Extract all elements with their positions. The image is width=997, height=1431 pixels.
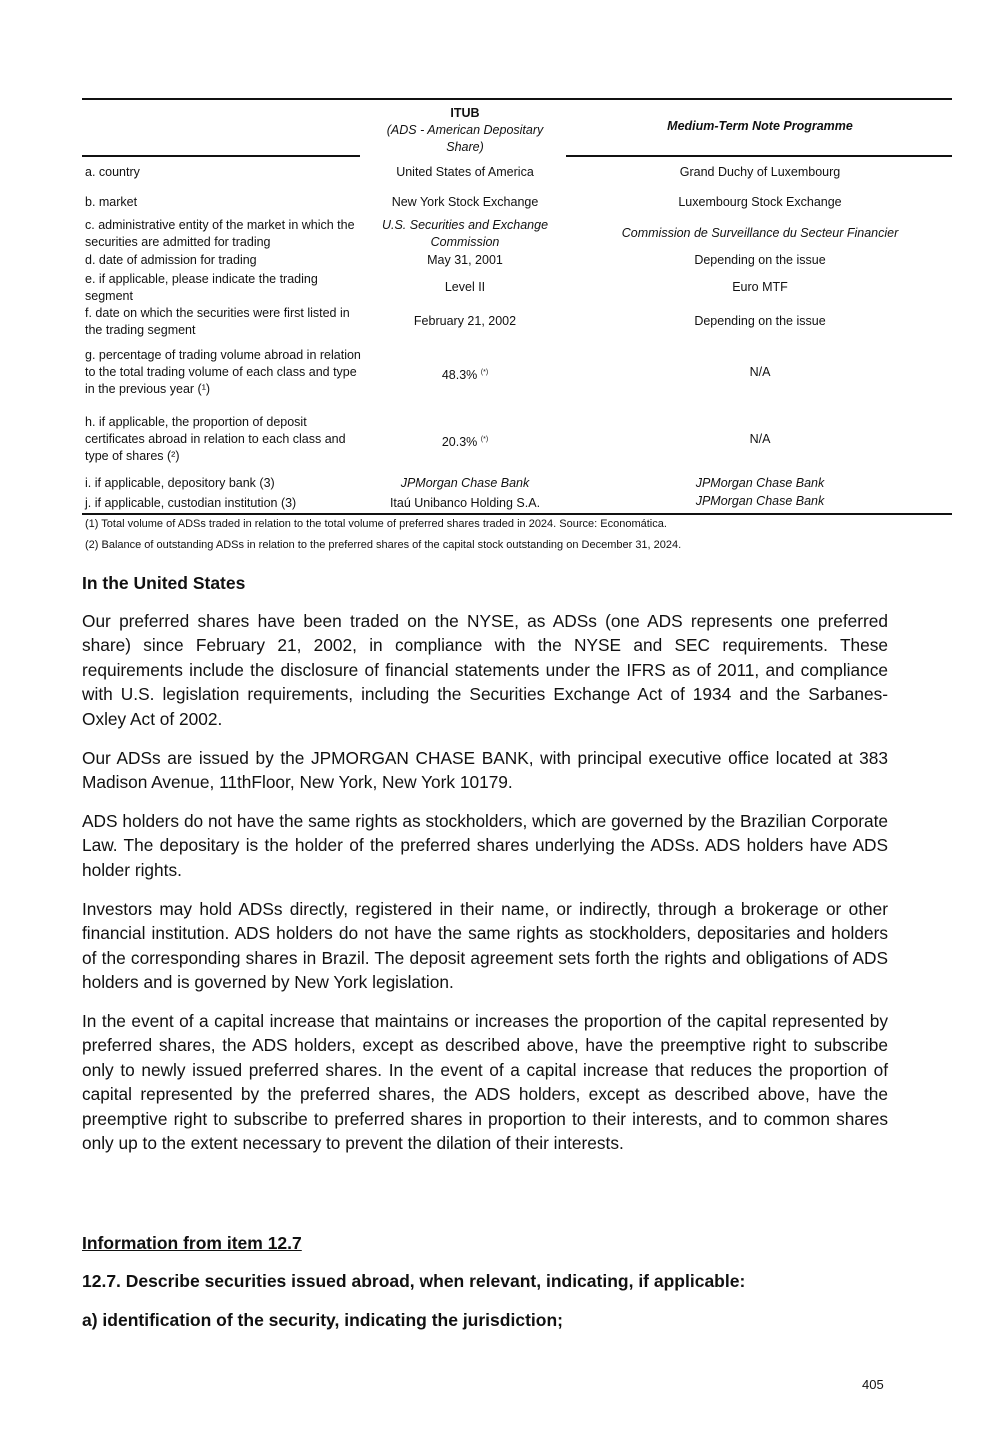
- item-a-title: a) identification of the security, indicating the jurisdiction;: [82, 1310, 563, 1330]
- row-mtn-value: N/A: [749, 432, 771, 446]
- row-label: b. market: [85, 195, 138, 209]
- itub-header-title: ITUB: [450, 106, 480, 120]
- table-top-rule: [82, 98, 952, 100]
- table-bottom-rule: [82, 513, 952, 515]
- row-mtn-value: N/A: [749, 365, 771, 379]
- row-mtn-value: JPMorgan Chase Bank: [695, 476, 825, 490]
- paragraph: Our preferred shares have been traded on the NYSE, as ADSs (one ADS represents one preferred share) since February 21, 2002, in compliance with the NYSE and SEC requirements. These requirements include the disclosure of financial statements under the IFRS as of 2011, and compliance with U.S. legislation requirements, including the Securities Exchange Act of 1934 and the Sarbanes-Oxley Act of 2002.: [82, 611, 888, 729]
- row-label: c. administrative entity of the market in which the securities are admitted for trading: [85, 218, 355, 249]
- footnote-marker: (*): [480, 369, 489, 376]
- row-itub-value: Level II: [444, 280, 486, 294]
- page-number: 405: [862, 1377, 884, 1392]
- row-mtn-value: Depending on the issue: [694, 253, 826, 267]
- row-itub-value: February 21, 2002: [413, 314, 517, 328]
- footnote-marker: (*): [480, 436, 489, 443]
- item-12-7-title: 12.7. Describe securities issued abroad, when relevant, indicating, if applicable:: [82, 1271, 746, 1291]
- paragraph: ADS holders do not have the same rights as stockholders, which are governed by the Brazilian Corporate Law. The depositary is the holder of the preferred shares underlying the ADSs. ADS holders have ADS holder rights.: [82, 811, 888, 880]
- row-mtn-value: Euro MTF: [732, 280, 788, 294]
- paragraph: Our ADSs are issued by the JPMORGAN CHASE BANK, with principal executive office located at 383 Madison Avenue, 11thFloor, New York, New York 10179.: [82, 748, 888, 793]
- row-label: e. if applicable, please indicate the trading segment: [85, 272, 318, 303]
- row-itub-value: [360, 364, 570, 384]
- row-itub-value: [360, 431, 570, 451]
- row-itub-value: JPMorgan Chase Bank: [400, 476, 530, 490]
- row-label: j. if applicable, custodian institution (3): [85, 496, 297, 510]
- row-mtn-value: Luxembourg Stock Exchange: [678, 195, 842, 209]
- row-itub-value: United States of America: [396, 165, 534, 179]
- row-label: i. if applicable, depository bank (3): [85, 476, 275, 490]
- row-label: g. percentage of trading volume abroad in relation to the total trading volume of each class and type in the previous year (¹): [85, 348, 361, 396]
- paragraph: Investors may hold ADSs directly, registered in their name, or indirectly, through a brokerage or other financial institution. ADS holders do not have the same rights as stockholders, depositaries and holders of the corresponding shares in Brazil. The deposit agreement sets forth the rights and obligations of ADS holders and is governed by New York legislation.: [82, 899, 888, 993]
- table-footnote: (1) Total volume of ADSs traded in relation to the total volume of preferred shares traded in 2024. Source: Economática.: [85, 518, 667, 530]
- row-itub-value: Itaú Unibanco Holding S.A.: [389, 496, 541, 510]
- row-label: d. date of admission for trading: [85, 253, 257, 267]
- itub-column-header: [360, 105, 570, 156]
- table-footnote: (2) Balance of outstanding ADSs in relation to the preferred shares of the capital stock outstanding on December 31, 2024.: [85, 539, 682, 551]
- row-mtn-value: Grand Duchy of Luxembourg: [679, 165, 841, 179]
- header-rule-right: [566, 155, 952, 157]
- row-label: f. date on which the securities were first listed in the trading segment: [85, 306, 350, 337]
- row-itub-value: May 31, 2001: [427, 253, 503, 267]
- row-itub-number: 48.3%: [441, 368, 478, 382]
- row-itub-value: U.S. Securities and Exchange Commission: [381, 218, 549, 249]
- mtn-column-header: Medium-Term Note Programme: [667, 119, 853, 133]
- row-label: a. country: [85, 165, 140, 179]
- row-mtn-value: Commission de Surveillance du Secteur Financier: [621, 226, 899, 240]
- section-heading-item-12-7: Information from item 12.7: [82, 1233, 302, 1253]
- section-heading-us: In the United States: [82, 573, 246, 593]
- header-rule-left: [82, 155, 360, 157]
- row-mtn-value: Depending on the issue: [694, 314, 826, 328]
- row-itub-number: 20.3%: [441, 435, 478, 449]
- row-itub-value: New York Stock Exchange: [391, 195, 539, 209]
- paragraph: In the event of a capital increase that maintains or increases the proportion of the capital represented by preferred shares, the ADS holders, except as described above, have the preemptive right to subscribe only to newly issued preferred shares. In the event of a capital increase that reduces the proportion of capital represented by the preferred shares, the ADS holders, except as described above, have the preemptive right to subscribe to preferred shares in proportion to their interests, and to common shares only up to the extent necessary to prevent the dilation of their interests.: [82, 1011, 888, 1154]
- itub-header-subtitle: (ADS - American Depositary Share): [386, 123, 544, 154]
- row-label: h. if applicable, the proportion of deposit certificates abroad in relation to each class and type of shares (²): [85, 415, 346, 463]
- row-mtn-value: JPMorgan Chase Bank: [695, 494, 825, 508]
